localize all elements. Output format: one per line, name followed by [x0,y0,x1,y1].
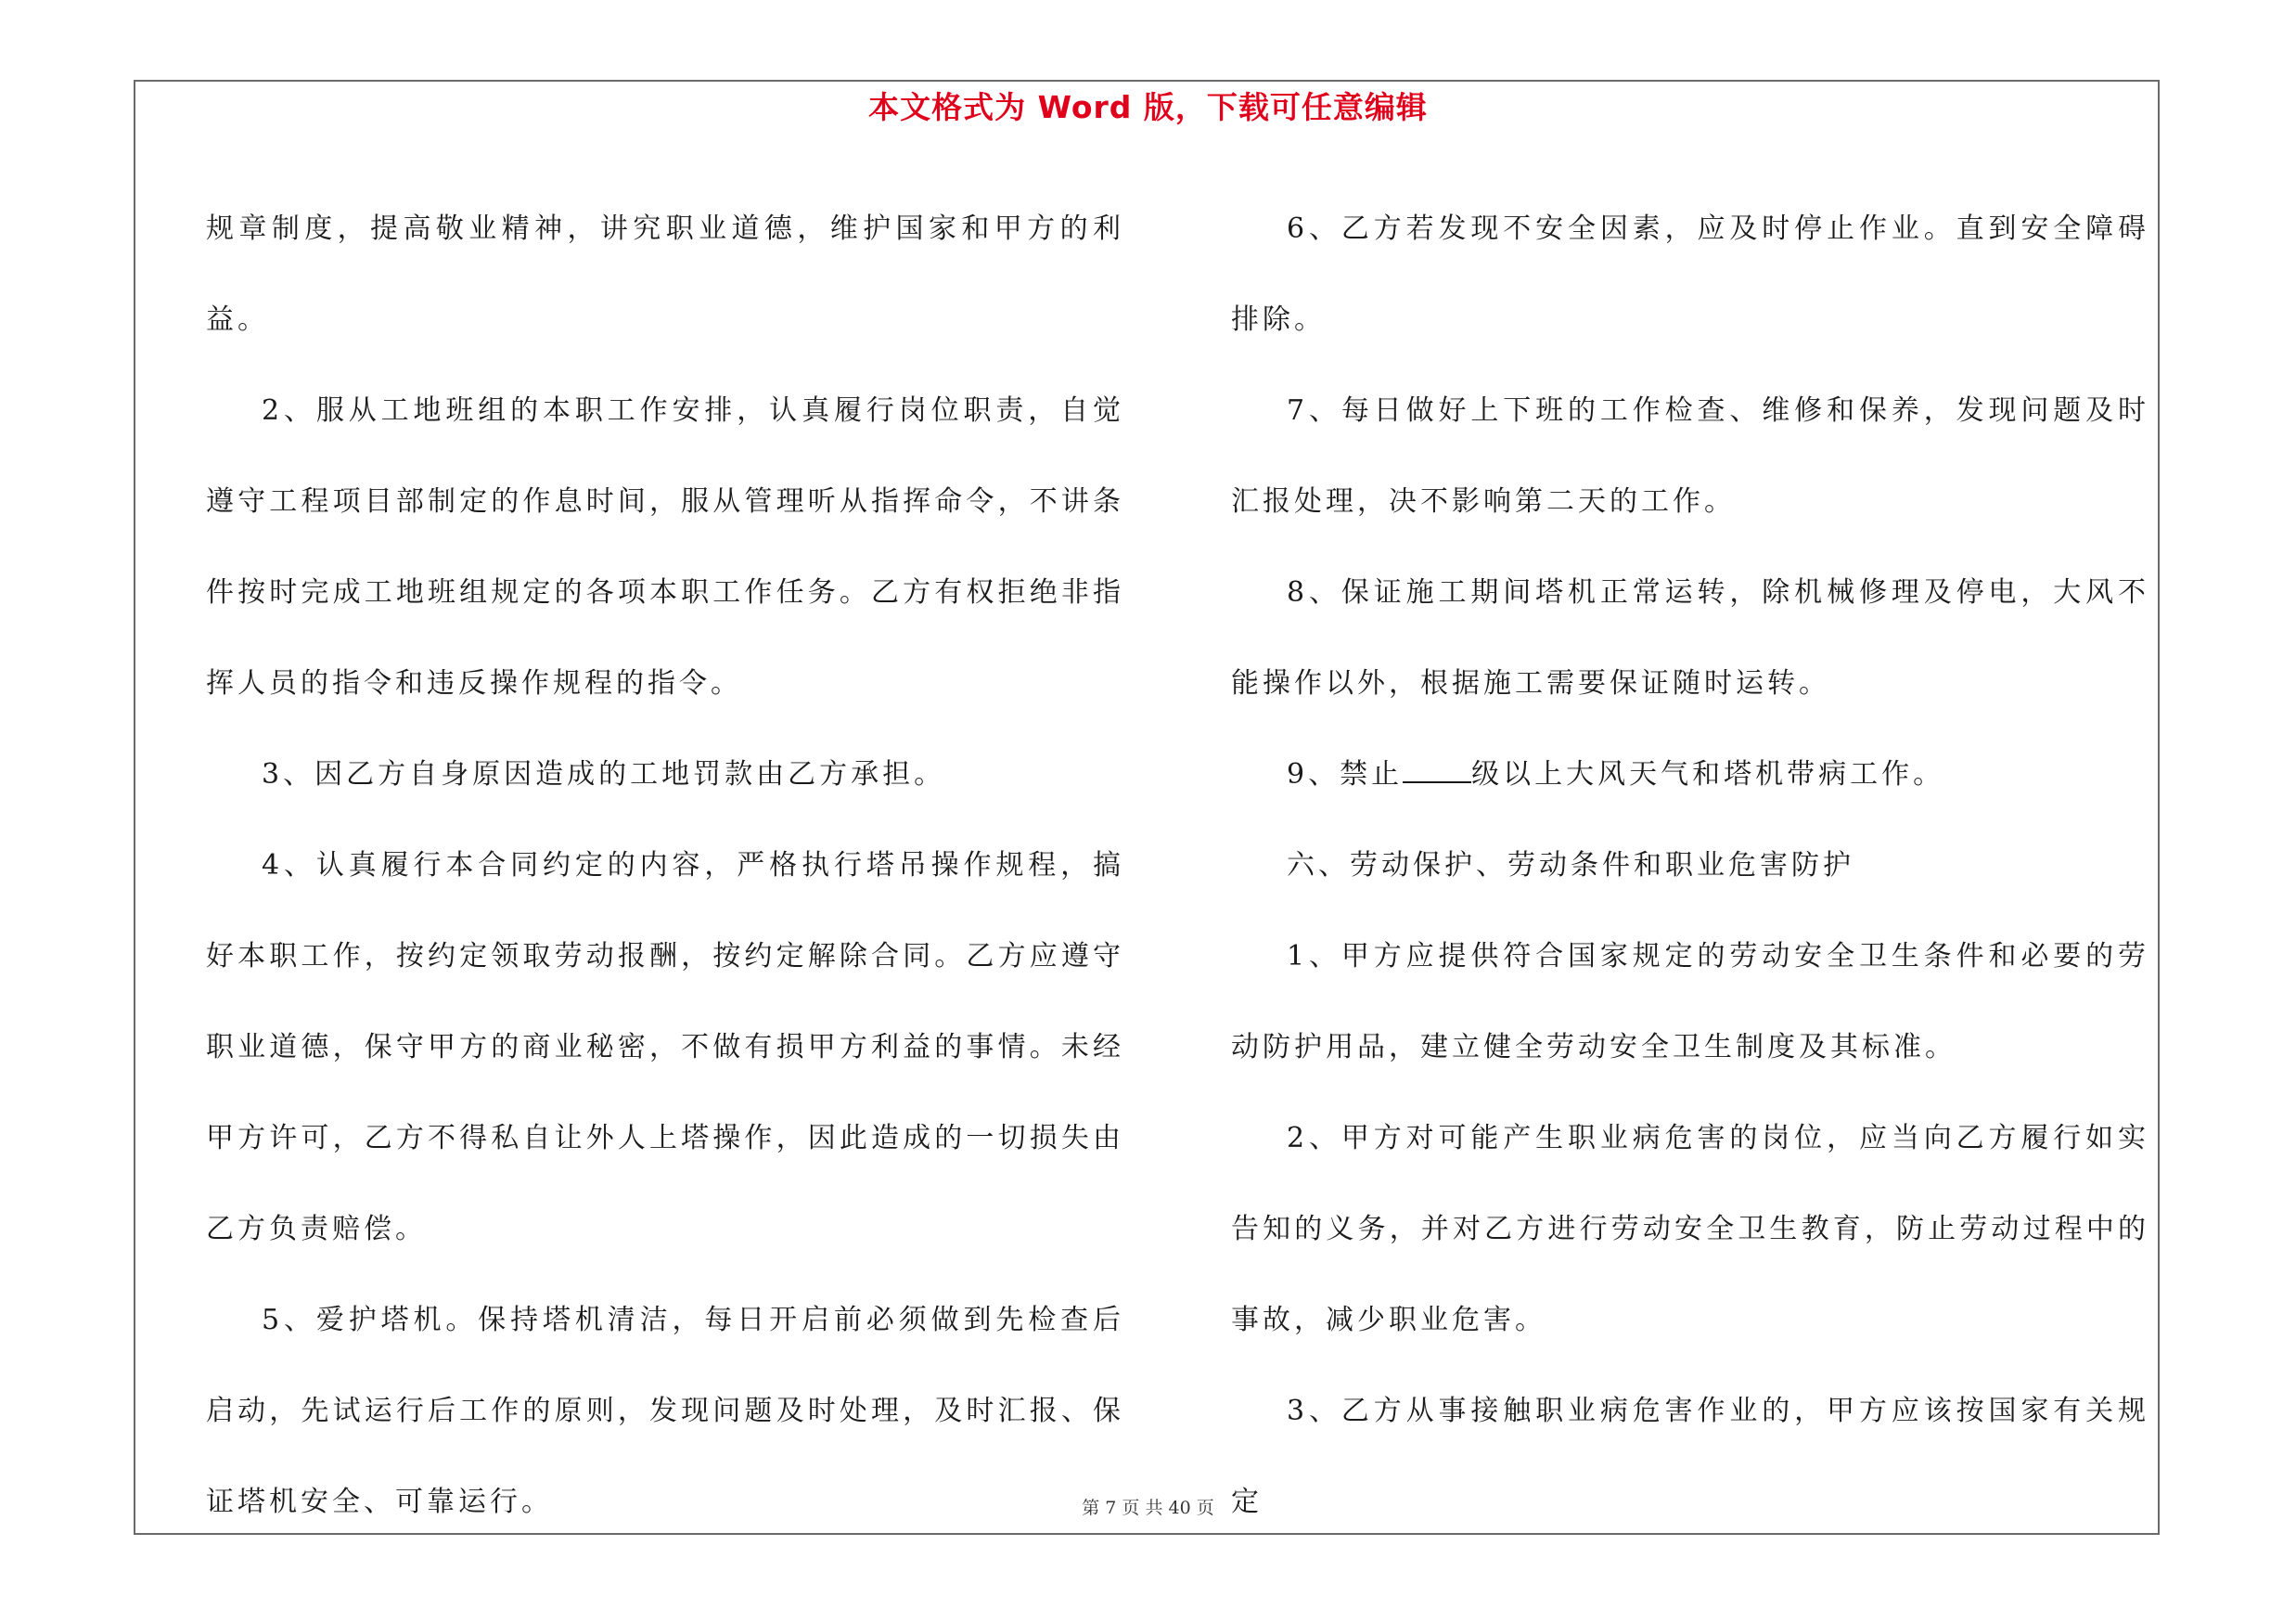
paragraph-item-6: 6、乙方若发现不安全因素，应及时停止作业。直到安全障碍排除。 [1231,213,2149,336]
page-number: 第 7 页 共 40 页 [1082,1498,1214,1518]
right-column [1231,184,2149,1548]
paragraph-item-2: 2、服从工地班组的本职工作安排，认真履行岗位职责，自觉遵守工程项目部制定的作息时间，服从管理听从指挥命令，不讲条件按时完成工地班组规定的各项本职工作任务。乙方有权拒绝非指挥人员的指令和违反操作规程的指令。 [206,394,1124,700]
paragraph-item-8: 8、保证施工期间塔机正常运转，除机械修理及停电，大风不能操作以外，根据施工需要保证随时运转。 [1231,576,2149,700]
paragraph-item-7: 7、每日做好上下班的工作检查、维修和保养，发现问题及时汇报处理，决不影响第二天的工作。 [1231,394,2149,518]
paragraph-section-1: 1、甲方应提供符合国家规定的劳动安全卫生条件和必要的劳动防护用品，建立健全劳动安全卫生制度及其标准。 [1231,940,2149,1063]
header-banner: 本文格式为 Word 版，下载可任意编辑 [868,89,1428,125]
item-9-text-start: 9、禁止 [1287,758,1404,791]
fill-in-blank [1403,759,1471,783]
paragraph-item-3: 3、因乙方自身原因造成的工地罚款由乙方承担。 [262,758,946,791]
paragraph-continuation: 规章制度，提高敬业精神，讲究职业道德，维护国家和甲方的利益。 [206,213,1124,336]
paragraph-item-9 [1231,729,2149,820]
paragraph-item-4: 4、认真履行本合同约定的内容，严格执行塔吊操作规程，搞好本职工作，按约定领取劳动报酬，按约定解除合同。乙方应遵守职业道德，保守甲方的商业秘密，不做有损甲方利益的事情。未经甲方许可，乙方不得私自让外人上塔操作，因此造成的一切损失由乙方负责赔偿。 [206,849,1124,1245]
paragraph-item-5: 5、爱护塔机。保持塔机清洁，每日开启前必须做到先检查后启动，先试运行后工作的原则，发现问题及时处理，及时汇报、保证塔机安全、可靠运行。 [206,1304,1124,1518]
left-column [206,184,1124,1548]
paragraph-section-3: 3、乙方从事接触职业病危害作业的，甲方应该按国家有关规定 [1231,1395,2149,1518]
item-9-text-end: 级以上大风天气和塔机带病工作。 [1471,758,1945,791]
section-heading: 六、劳动保护、劳动条件和职业危害防护 [1287,849,1854,882]
paragraph-section-2: 2、甲方对可能产生职业病危害的岗位，应当向乙方履行如实告知的义务，并对乙方进行劳动安全卫生教育，防止劳动过程中的事故，减少职业危害。 [1231,1122,2149,1336]
